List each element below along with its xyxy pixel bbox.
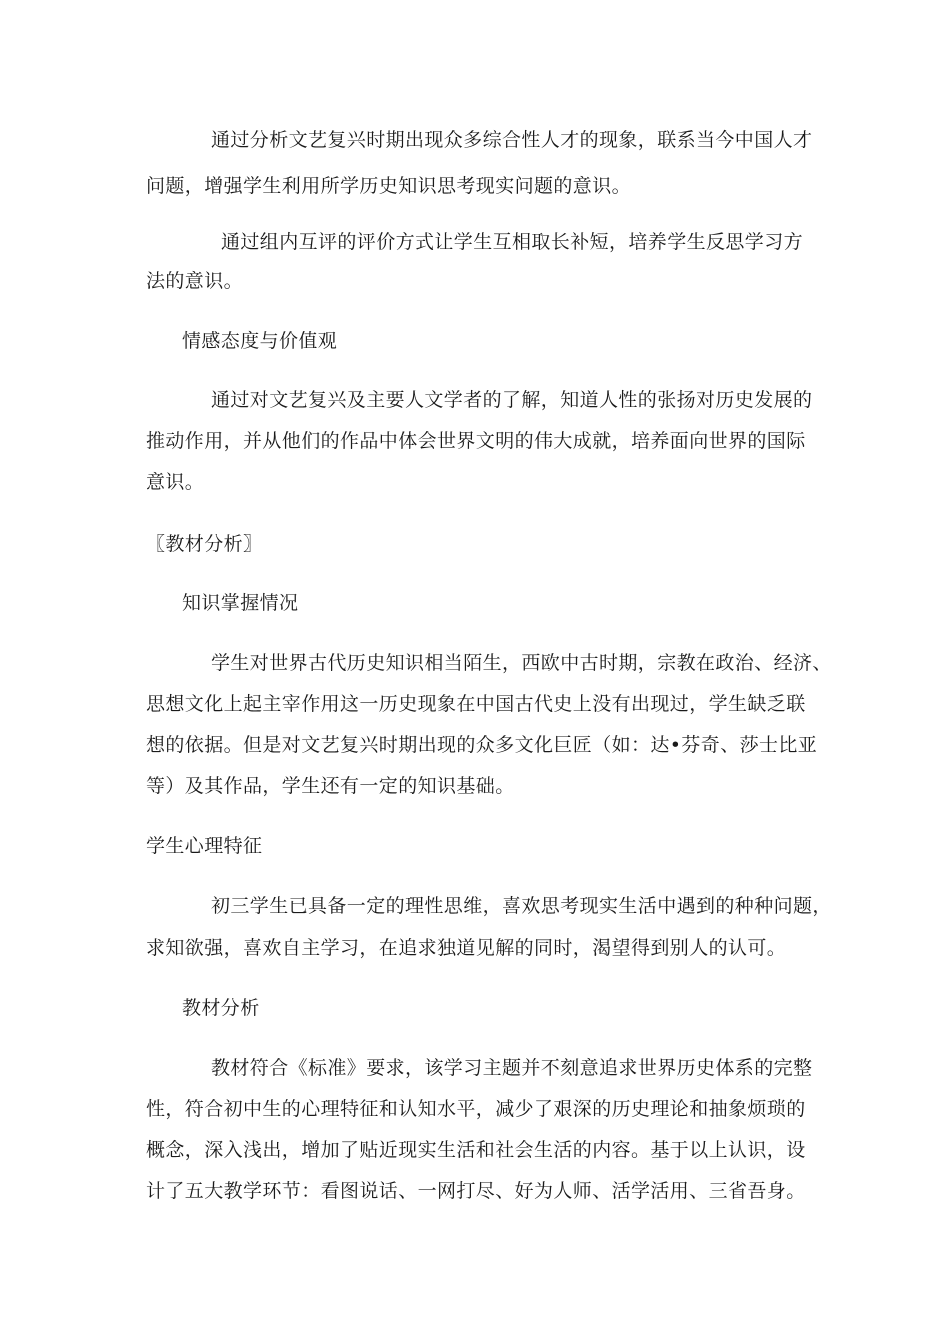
paragraph-line: 计了五大教学环节：看图说话、一网打尽、好为人师、活学活用、三省吾身。: [146, 1180, 806, 1202]
paragraph-line: 初三学生已具备一定的理性思维，喜欢思考现实生活中遇到的种种问题，: [211, 895, 832, 917]
paragraph-line: 想的依据。但是对文艺复兴时期出现的众多文化巨匠（如：达•芬奇、莎士比亚: [146, 734, 818, 756]
paragraph-line: 学生对世界古代历史知识相当陌生，西欧中古时期，宗教在政治、经济、: [211, 652, 832, 674]
paragraph-line: 通过对文艺复兴及主要人文学者的了解，知道人性的张扬对历史发展的: [211, 389, 813, 411]
paragraph-line: 问题，增强学生利用所学历史知识思考现实问题的意识。: [146, 175, 632, 197]
section-heading: 知识掌握情况: [182, 592, 299, 614]
section-heading: 教材分析: [182, 997, 260, 1019]
paragraph-line: 等）及其作品，学生还有一定的知识基础。: [146, 775, 515, 797]
paragraph-line: 求知欲强，喜欢自主学习，在追求独道见解的同时，渴望得到别人的认可。: [146, 937, 787, 959]
paragraph-line: 概念，深入浅出，增加了贴近现实生活和社会生活的内容。基于以上认识，设: [146, 1139, 806, 1161]
paragraph-line: 教材符合《标准》要求，该学习主题并不刻意追求世界历史体系的完整: [211, 1057, 813, 1079]
section-heading: 情感态度与价值观: [182, 330, 338, 352]
paragraph-line: 通过分析文艺复兴时期出现众多综合性人才的现象，联系当今中国人才: [211, 129, 813, 151]
section-heading: 学生心理特征: [146, 835, 263, 857]
section-heading: 〖教材分析〗: [146, 533, 263, 555]
paragraph-line: 法的意识。: [146, 270, 244, 292]
paragraph-line: 推动作用，并从他们的作品中体会世界文明的伟大成就，培养面向世界的国际: [146, 430, 806, 452]
paragraph-line: 通过组内互评的评价方式让学生互相取长补短，培养学生反思学习方: [221, 231, 804, 253]
paragraph-line: 意识。: [146, 471, 205, 493]
paragraph-line: 性，符合初中生的心理特征和认知水平，减少了艰深的历史理论和抽象烦琐的: [146, 1098, 806, 1120]
paragraph-line: 思想文化上起主宰作用这一历史现象在中国古代史上没有出现过，学生缺乏联: [146, 693, 806, 715]
